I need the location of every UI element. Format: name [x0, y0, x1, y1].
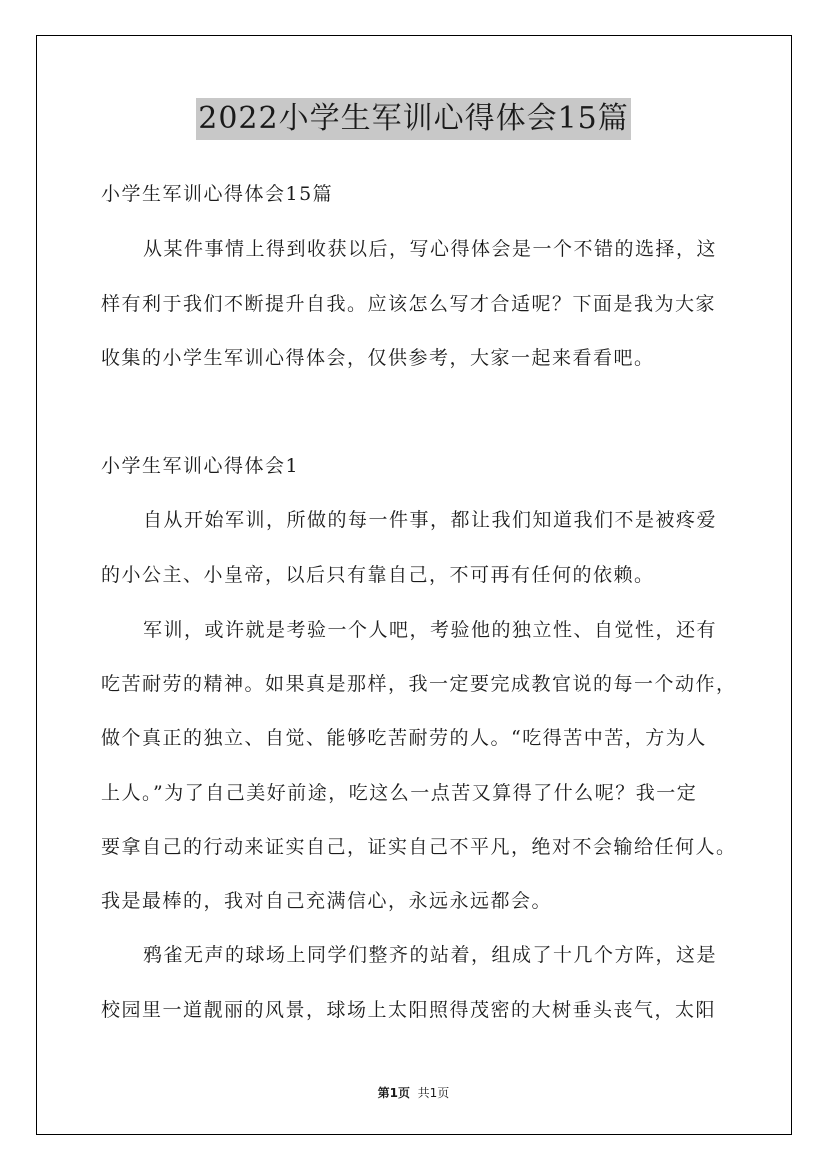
page-total: 共1页: [417, 1086, 450, 1100]
paragraph-line: 的小公主、小皇帝，以后只有靠自己，不可再有任何的依赖。: [101, 564, 655, 586]
paragraph-line: 鸦雀无声的球场上同学们整齐的站着，组成了十几个方阵，这是: [143, 944, 718, 966]
paragraph-line: 吃苦耐劳的精神。如果真是那样，我一定要完成教官说的每一个动作，: [101, 673, 737, 695]
paragraph-line: 从某件事情上得到收获以后，写心得体会是一个不错的选择，这: [143, 238, 718, 260]
paragraph-line: 做个真正的独立、自觉、能够吃苦耐劳的人。“吃得苦中苦，方为人: [101, 727, 707, 749]
section-heading: 小学生军训心得体会1: [101, 455, 300, 477]
paragraph-line: 收集的小学生军训心得体会，仅供参考，大家一起来看看吧。: [101, 347, 655, 369]
paragraph-line: 自从开始军训，所做的每一件事，都让我们知道我们不是被疼爱: [143, 509, 718, 531]
page-footer: [0, 1084, 827, 1101]
paragraph-line: 我是最棒的，我对自己充满信心，永远永远都会。: [101, 890, 553, 912]
paragraph-line: 军训，或许就是考验一个人吧，考验他的独立性、自觉性，还有: [143, 619, 718, 641]
document-title-wrap: [0, 98, 827, 140]
document-title: 2022小学生军训心得体会15篇: [196, 98, 631, 140]
paragraph-line: 要拿自己的行动来证实自己，证实自己不平凡，绝对不会输给任何人。: [101, 836, 737, 858]
paragraph-line: 样有利于我们不断提升自我。应该怎么写才合适呢？下面是我为大家: [101, 293, 717, 315]
paragraph-line: 校园里一道靓丽的风景，球场上太阳照得茂密的大树垂头丧气，太阳: [101, 999, 717, 1021]
subtitle: 小学生军训心得体会15篇: [101, 183, 334, 205]
paragraph-line: 上人。”为了自己美好前途，吃这么一点苦又算得了什么呢？我一定: [101, 782, 698, 804]
page-number: 第1页: [377, 1086, 411, 1100]
